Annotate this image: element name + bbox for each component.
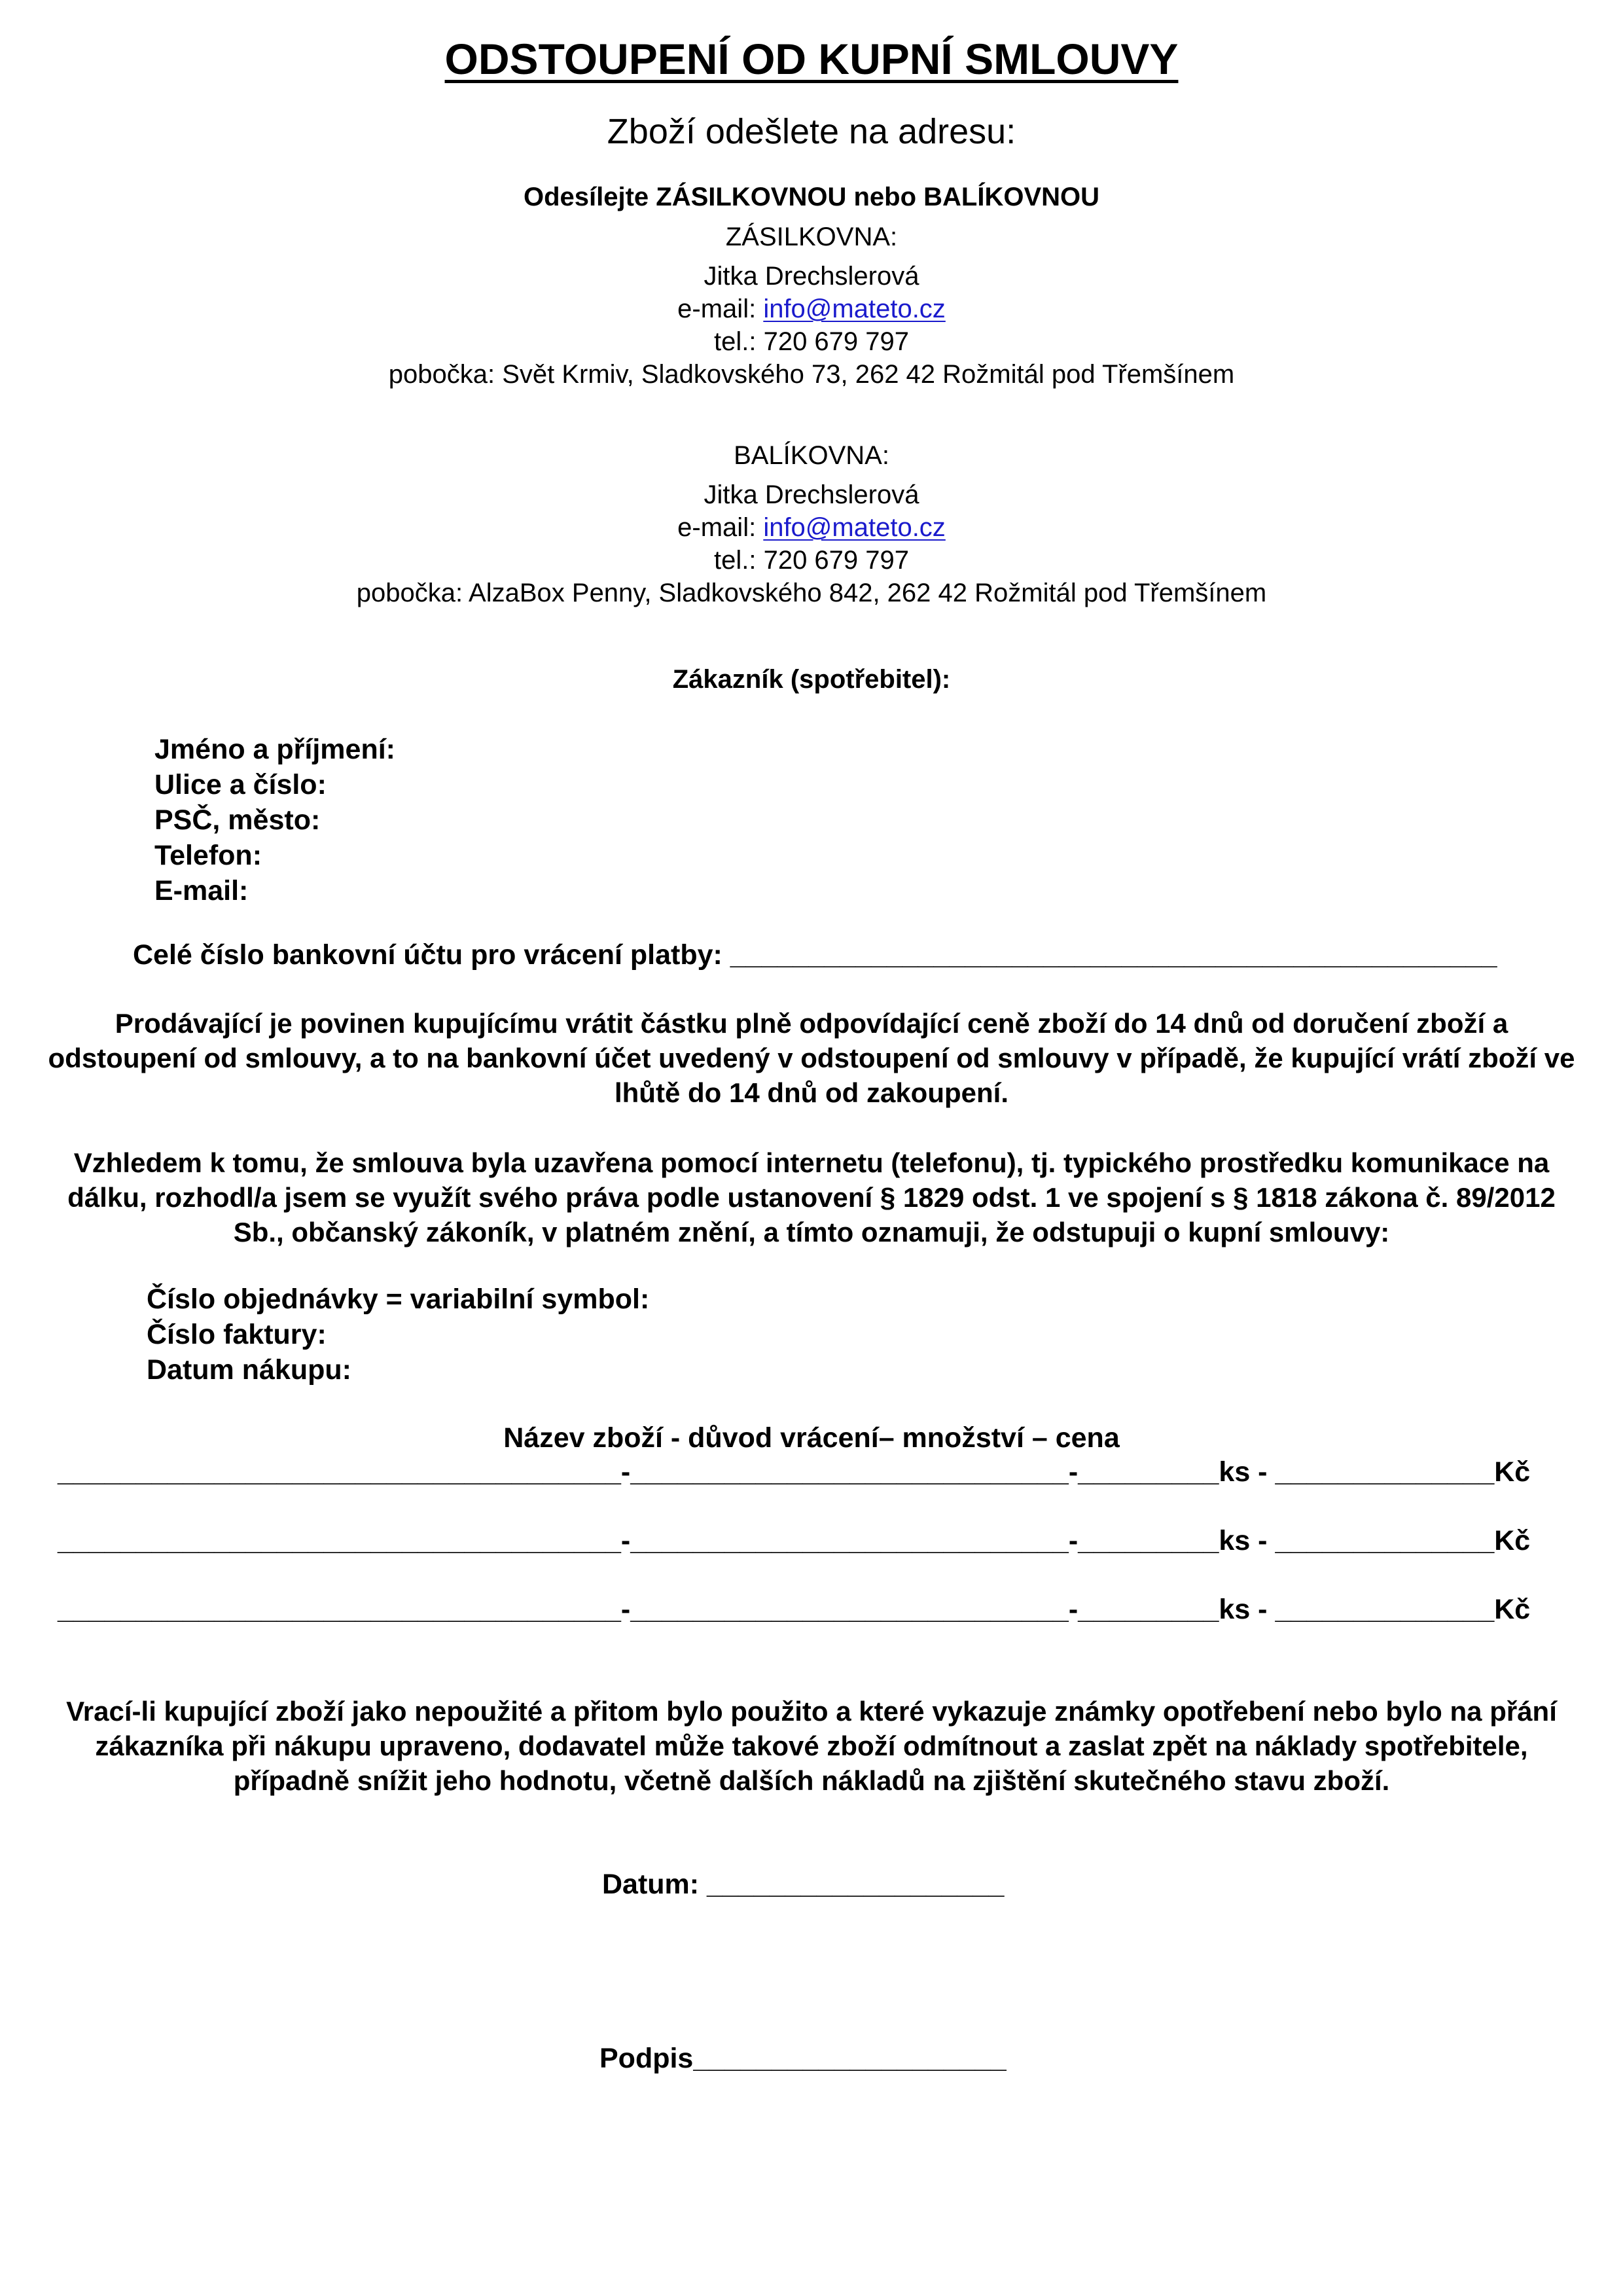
invoice-number-field: Číslo faktury: xyxy=(147,1319,327,1350)
date-line: Datum: ___________________ xyxy=(602,1869,1005,1900)
email-label: e-mail: xyxy=(677,295,764,323)
item-line: ____________________________________-____________________________-_________ks - ______________Kč xyxy=(58,1594,1531,1625)
zasilkovna-branch: pobočka: Svět Krmiv, Sladkovského 73, 262 42 Rožmitál pod Třemšínem xyxy=(388,360,1235,389)
signature-line: Podpis____________________ xyxy=(599,2043,1007,2074)
condition-line-2: zákazníka při nákupu upraveno, dodavatel může takové zboží odmítnout a zaslat zpět na náklady spotřebitele, xyxy=(95,1731,1528,1761)
items-header: Název zboží - důvod vrácení– množství – cena xyxy=(503,1422,1120,1454)
balikovna-heading: BALÍKOVNA: xyxy=(734,441,889,470)
customer-fields xyxy=(154,732,395,908)
shipping-instruction: Odesílejte ZÁSILKOVNOU nebo BALÍKOVNOU xyxy=(523,183,1100,211)
customer-field-city: PSČ, město: xyxy=(154,804,321,836)
refund-line-1: Prodávající je povinen kupujícímu vrátit částku plně odpovídající ceně zboží do 14 dnů od doručení zboží a xyxy=(115,1008,1508,1039)
refund-line-3: lhůtě do 14 dnů od zakoupení. xyxy=(614,1077,1008,1108)
zasilkovna-phone: tel.: 720 679 797 xyxy=(713,327,910,356)
item-line: ____________________________________-____________________________-_________ks - ______________Kč xyxy=(58,1525,1531,1556)
customer-field-email: E-mail: xyxy=(154,875,249,906)
document-title: ODSTOUPENÍ OD KUPNÍ SMLOUVY xyxy=(444,35,1179,83)
balikovna-name: Jitka Drechslerová xyxy=(704,480,919,509)
customer-field-phone: Telefon: xyxy=(154,840,262,871)
purchase-date-field: Datum nákupu: xyxy=(147,1354,351,1386)
refund-paragraph xyxy=(0,1006,1623,1110)
bank-account-line: Celé číslo bankovní účtu pro vrácení platby: _________________________________________________ xyxy=(133,939,1497,971)
condition-paragraph xyxy=(0,1694,1623,1798)
condition-line-1: Vrací-li kupující zboží jako nepoužité a přitom bylo použito a které vykazuje známky opotřebení nebo bylo na přání xyxy=(66,1696,1557,1727)
zasilkovna-heading: ZÁSILKOVNA: xyxy=(725,223,898,251)
item-line: ____________________________________-____________________________-_________ks - ______________Kč xyxy=(58,1456,1531,1488)
order-number-field: Číslo objednávky = variabilní symbol: xyxy=(147,1283,650,1315)
balikovna-phone: tel.: 720 679 797 xyxy=(713,546,910,575)
balikovna-email-link[interactable]: info@mateto.cz xyxy=(763,513,946,542)
email-label: e-mail: xyxy=(677,513,764,542)
customer-field-street: Ulice a číslo: xyxy=(154,769,327,800)
zasilkovna-email-link[interactable]: info@mateto.cz xyxy=(763,295,946,323)
condition-line-3: případně snížit jeho hodnotu, včetně dalších nákladů na zjištění skutečného stavu zboží. xyxy=(233,1765,1390,1796)
customer-heading: Zákazník (spotřebitel): xyxy=(672,665,951,694)
order-fields xyxy=(147,1282,649,1388)
refund-line-2: odstoupení od smlouvy, a to na bankovní účet uvedený v odstoupení od smlouvy v případě, že kupující vrátí zboží ve xyxy=(48,1043,1575,1073)
zasilkovna-name: Jitka Drechslerová xyxy=(704,262,919,291)
withdrawal-line-1: Vzhledem k tomu, že smlouva byla uzavřena pomocí internetu (telefonu), tj. typického prostředku komunikace na xyxy=(73,1147,1550,1178)
balikovna-branch: pobočka: AlzaBox Penny, Sladkovského 842, 262 42 Rožmitál pod Třemšínem xyxy=(356,579,1267,607)
shipping-subtitle: Zboží odešlete na adresu: xyxy=(607,112,1016,151)
zasilkovna-email-line xyxy=(0,292,1623,326)
withdrawal-line-3: Sb., občanský zákoník, v platném znění, a tímto oznamuji, že odstupuji o kupní smlouvy: xyxy=(233,1217,1390,1247)
customer-field-name: Jméno a příjmení: xyxy=(154,734,395,765)
withdrawal-line-2: dálku, rozhodl/a jsem se využít svého práva podle ustanovení § 1829 odst. 1 ve spojení s § 1818 zákona č. 89/2012 xyxy=(67,1182,1556,1213)
withdrawal-paragraph xyxy=(0,1145,1623,1249)
balikovna-email-line xyxy=(0,511,1623,545)
